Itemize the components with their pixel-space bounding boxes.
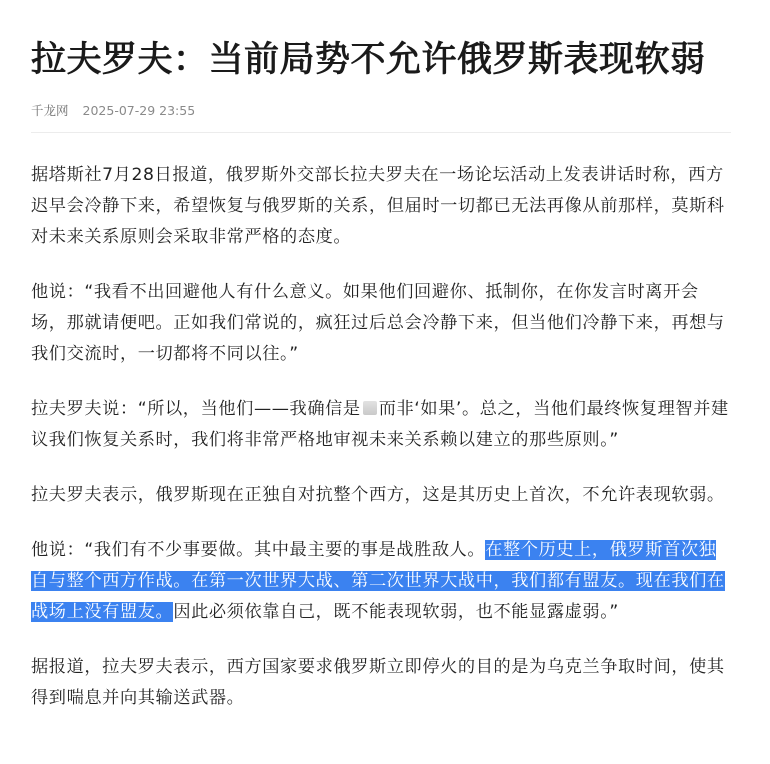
article-meta bbox=[31, 100, 731, 122]
paragraph-4: 拉夫罗夫表示，俄罗斯现在正独自对抗整个西方，这是其历史上首次，不允许表现软弱。 bbox=[31, 485, 725, 505]
paragraph-2: 他说：“我看不出回避他人有什么意义。如果他们回避你、抵制你，在你发言时离开会场，那就请便吧。正如我们常说的，疯狂过后总会冷静下来，但当他们冷静下来，再想与我们交流时，一切都将不同以往。” bbox=[31, 282, 725, 364]
article-datetime: 2025-07-29 23:55 bbox=[82, 103, 196, 118]
paragraph-3 bbox=[31, 394, 731, 456]
paragraph-5-text-start: 他说：“我们有不少事要做。其中最主要的事是战胜敌人。 bbox=[31, 540, 486, 560]
redacted-glyph-mark bbox=[363, 401, 377, 415]
paragraph-3-text-start: 拉夫罗夫说：“所以，当他们——我确信是 bbox=[31, 399, 361, 419]
paragraph-3-text-end: 而非‘如果’。总之，当他们最终恢复理智并建议我们恢复关系时，我们将非常严格地审视未来关系赖以建立的那些原则。” bbox=[31, 399, 729, 450]
article-title: 拉夫罗夫：当前局势不允许俄罗斯表现软弱 bbox=[31, 40, 706, 80]
article-body bbox=[31, 160, 731, 714]
meta-divider bbox=[31, 132, 731, 133]
paragraph-5-text-end: 因此必须依靠自己，既不能表现软弱，也不能显露虚弱。” bbox=[173, 602, 619, 622]
article-source[interactable]: 千龙网 bbox=[31, 103, 69, 118]
article bbox=[31, 0, 731, 714]
selected-text-highlight[interactable]: 在整个历史上，俄罗斯首次独自与整个西方作战。在第一次世界大战、第二次世界大战中，我们都有盟友。现在我们在战场上没有盟友。 bbox=[31, 540, 725, 622]
paragraph-5 bbox=[31, 535, 731, 628]
paragraph-1: 据塔斯社7月28日报道，俄罗斯外交部长拉夫罗夫在一场论坛活动上发表讲话时称，西方迟早会冷静下来，希望恢复与俄罗斯的关系，但届时一切都已无法再像从前那样，莫斯科对未来关系原则会采取非常严格的态度。 bbox=[31, 165, 725, 247]
paragraph-6: 据报道，拉夫罗夫表示，西方国家要求俄罗斯立即停火的目的是为乌克兰争取时间，使其得到喘息并向其输送武器。 bbox=[31, 657, 725, 708]
